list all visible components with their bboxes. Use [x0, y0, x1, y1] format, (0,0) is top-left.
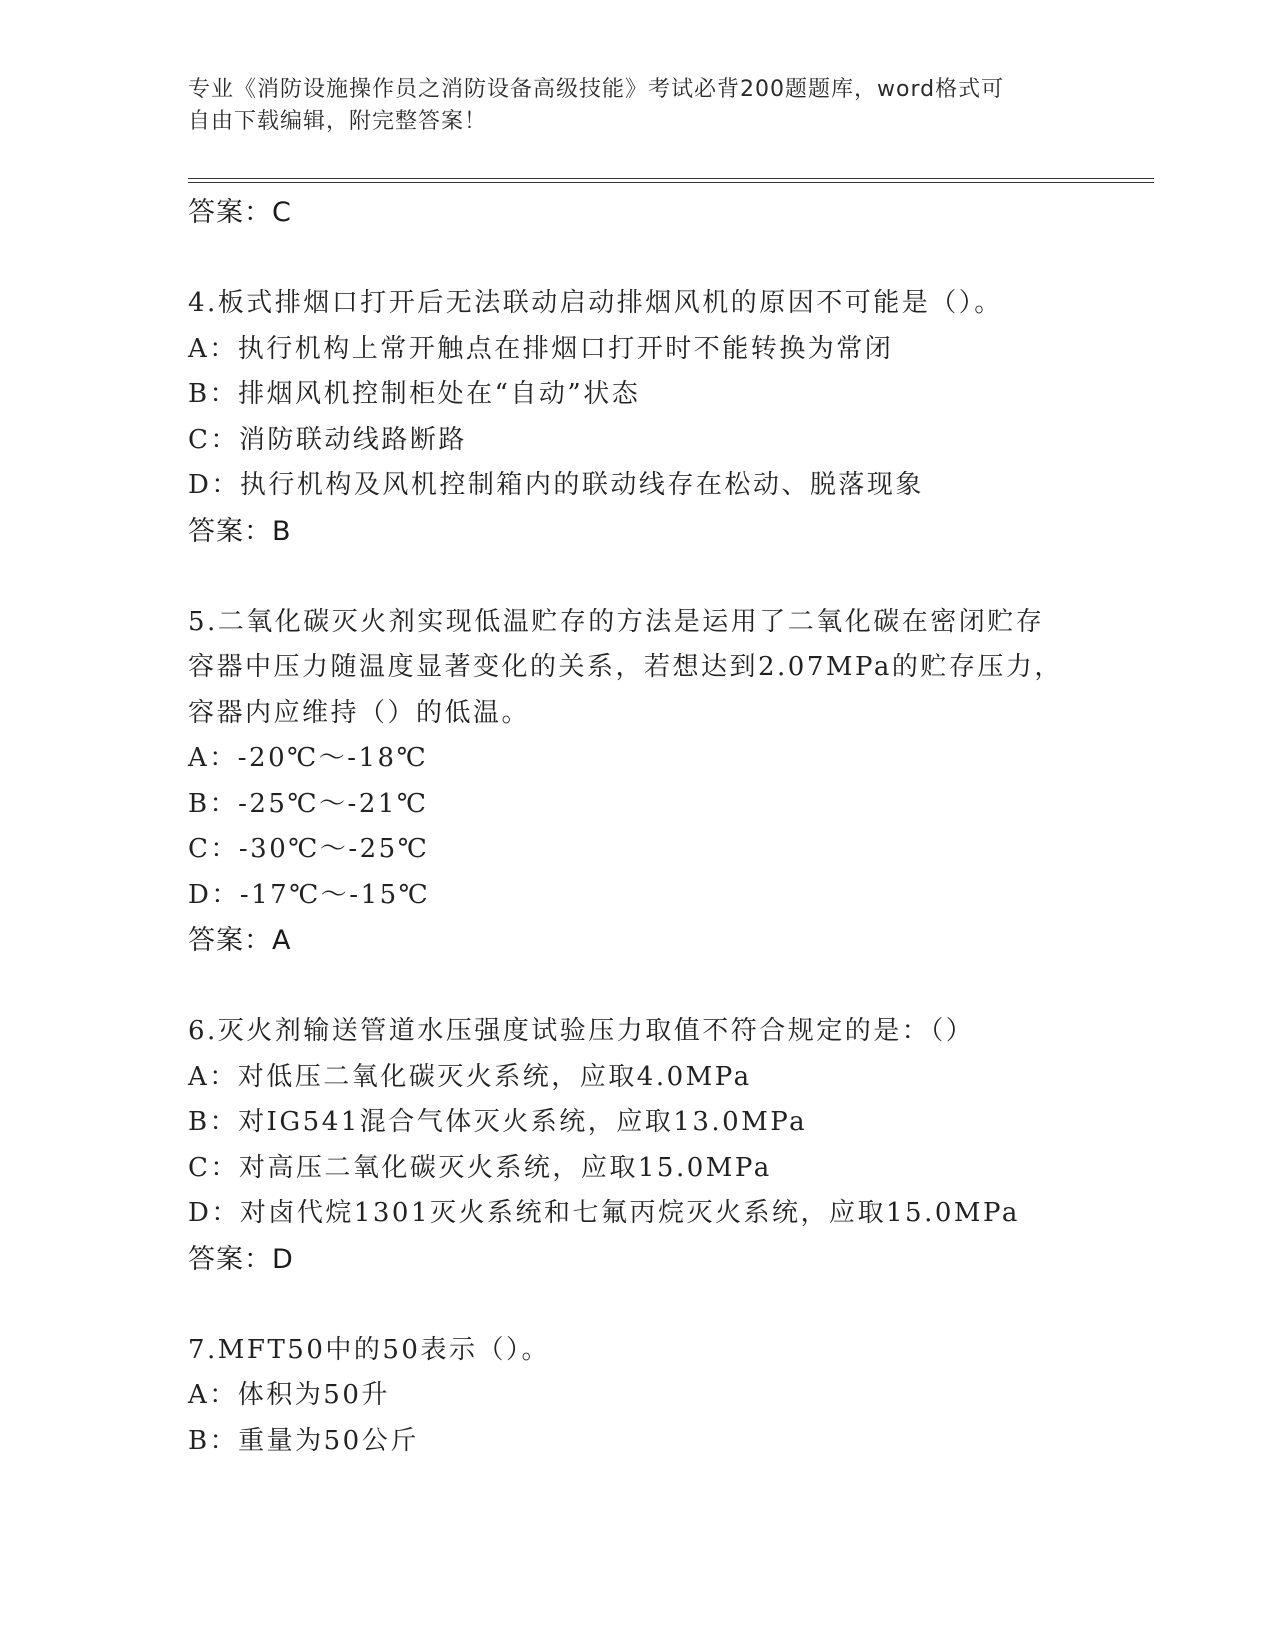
- question-block: [188, 1009, 1088, 1282]
- answer-line: 答案：D: [188, 1243, 294, 1275]
- question-block: [188, 281, 1088, 554]
- question-stem: 7.MFT50中的50表示（）。: [188, 1334, 550, 1365]
- spacer: [188, 964, 1088, 1010]
- option-b: B：排烟风机控制柜处在“自动”状态: [188, 379, 641, 409]
- option-a: A：-20℃～-18℃: [188, 743, 429, 773]
- option-c: C：消防联动线路断路: [188, 424, 467, 455]
- option-d: D：执行机构及风机控制箱内的联动线存在松动、脱落现象: [188, 470, 924, 500]
- option-d: D：-17℃～-15℃: [188, 879, 431, 910]
- answer-line: 答案：A: [188, 925, 292, 956]
- option-d: D：对卤代烷1301灭火系统和七氟丙烷灭火系统，应取15.0MPa: [188, 1198, 1020, 1228]
- question-block: [188, 1328, 1088, 1465]
- answer-line: 答案：B: [188, 515, 292, 547]
- header-line-1: 专业《消防设施操作员之消防设备高级技能》考试必背200题题库，word格式可: [188, 77, 1005, 102]
- question-stem: 4.板式排烟口打开后无法联动启动排烟风机的原因不可能是（）。: [188, 288, 1003, 318]
- question-list: [188, 190, 1088, 1464]
- option-c: C：-30℃～-25℃: [188, 834, 430, 864]
- option-a: A：对低压二氧化碳灭火系统，应取4.0MPa: [188, 1061, 752, 1092]
- question-stem: 容器中压力随温度显著变化的关系，若想达到2.07MPa的贮存压力，: [188, 652, 1063, 682]
- option-c: C：对高压二氧化碳灭火系统，应取15.0MPa: [188, 1152, 772, 1183]
- option-a: A：执行机构上常开触点在排烟口打开时不能转换为常闭: [188, 333, 894, 364]
- question-stem: 5.二氧化碳灭火剂实现低温贮存的方法是运用了二氧化碳在密闭贮存: [188, 606, 1045, 637]
- spacer: [188, 554, 1088, 600]
- header-line-2: 自由下载编辑，附完整答案！: [188, 109, 488, 134]
- spacer: [188, 236, 1088, 282]
- document-header: [188, 74, 1068, 138]
- option-b: B：对IG541混合气体灭火系统，应取13.0MPa: [188, 1107, 808, 1137]
- header-divider: [188, 178, 1154, 183]
- answer-line: 答案：C: [188, 197, 292, 228]
- question-stem: 6.灭火剂输送管道水压强度试验压力取值不符合规定的是：（）: [188, 1016, 975, 1046]
- spacer: [188, 1282, 1088, 1328]
- option-b: B：-25℃～-21℃: [188, 788, 429, 819]
- option-a: A：体积为50升: [188, 1380, 390, 1410]
- question-stem: 容器内应维持（）的低温。: [188, 697, 531, 728]
- option-b: B：重量为50公斤: [188, 1425, 419, 1456]
- question-block: [188, 600, 1088, 964]
